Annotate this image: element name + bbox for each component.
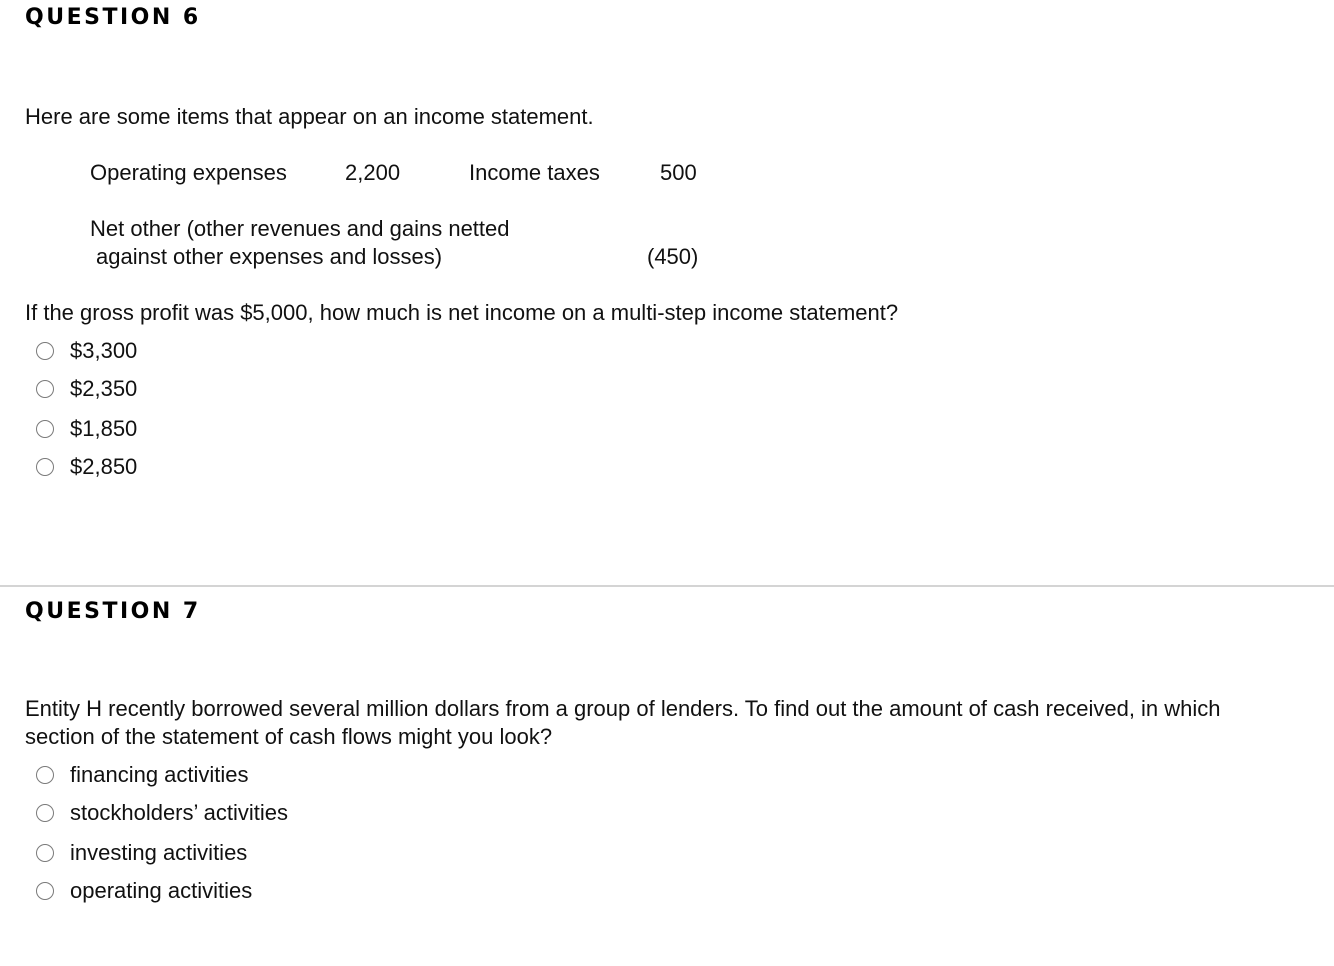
question-7-option-3[interactable] [36, 838, 247, 868]
question-7-option-1[interactable] [36, 760, 249, 790]
question-7-option-4[interactable] [36, 876, 252, 906]
question-6-option-2[interactable] [36, 374, 137, 404]
question-6-option-1[interactable] [36, 336, 137, 366]
option-label: $2,850 [70, 454, 138, 479]
question-7-prompt-line2: section of the statement of cash flows might you look? [25, 724, 553, 749]
question-7-title: QUESTION 7 [25, 599, 201, 624]
question-7-prompt-line1: Entity H recently borrowed several million dollars from a group of lenders. To find out the amount of cash received, in which [25, 696, 1221, 721]
radio-button[interactable] [36, 844, 54, 862]
option-label: $2,350 [70, 376, 138, 401]
option-label: $1,850 [70, 416, 138, 441]
question-6-intro: Here are some items that appear on an income statement. [25, 104, 594, 129]
question-divider [0, 585, 1334, 587]
income-taxes-label: Income taxes [469, 160, 600, 185]
income-taxes-value: 500 [660, 160, 697, 185]
radio-button[interactable] [36, 766, 54, 784]
net-other-value: (450) [647, 244, 699, 269]
question-6-prompt: If the gross profit was $5,000, how much is net income on a multi-step income statement? [25, 300, 899, 325]
radio-button[interactable] [36, 882, 54, 900]
net-other-label-line2: against other expenses and losses) [96, 244, 443, 269]
operating-expenses-value: 2,200 [345, 160, 401, 185]
option-label: stockholders’ activities [70, 800, 289, 825]
question-6-option-4[interactable] [36, 452, 137, 482]
operating-expenses-label: Operating expenses [90, 160, 287, 185]
option-label: $3,300 [70, 338, 138, 363]
radio-button[interactable] [36, 804, 54, 822]
radio-button[interactable] [36, 420, 54, 438]
radio-button[interactable] [36, 458, 54, 476]
radio-button[interactable] [36, 380, 54, 398]
net-other-label-line1: Net other (other revenues and gains netted [90, 216, 510, 241]
option-label: investing activities [70, 840, 248, 865]
question-6-option-3[interactable] [36, 414, 137, 444]
radio-button[interactable] [36, 342, 54, 360]
question-7-option-2[interactable] [36, 798, 288, 828]
option-label: operating activities [70, 878, 253, 903]
option-label: financing activities [70, 762, 249, 787]
question-6-title: QUESTION 6 [25, 5, 201, 30]
